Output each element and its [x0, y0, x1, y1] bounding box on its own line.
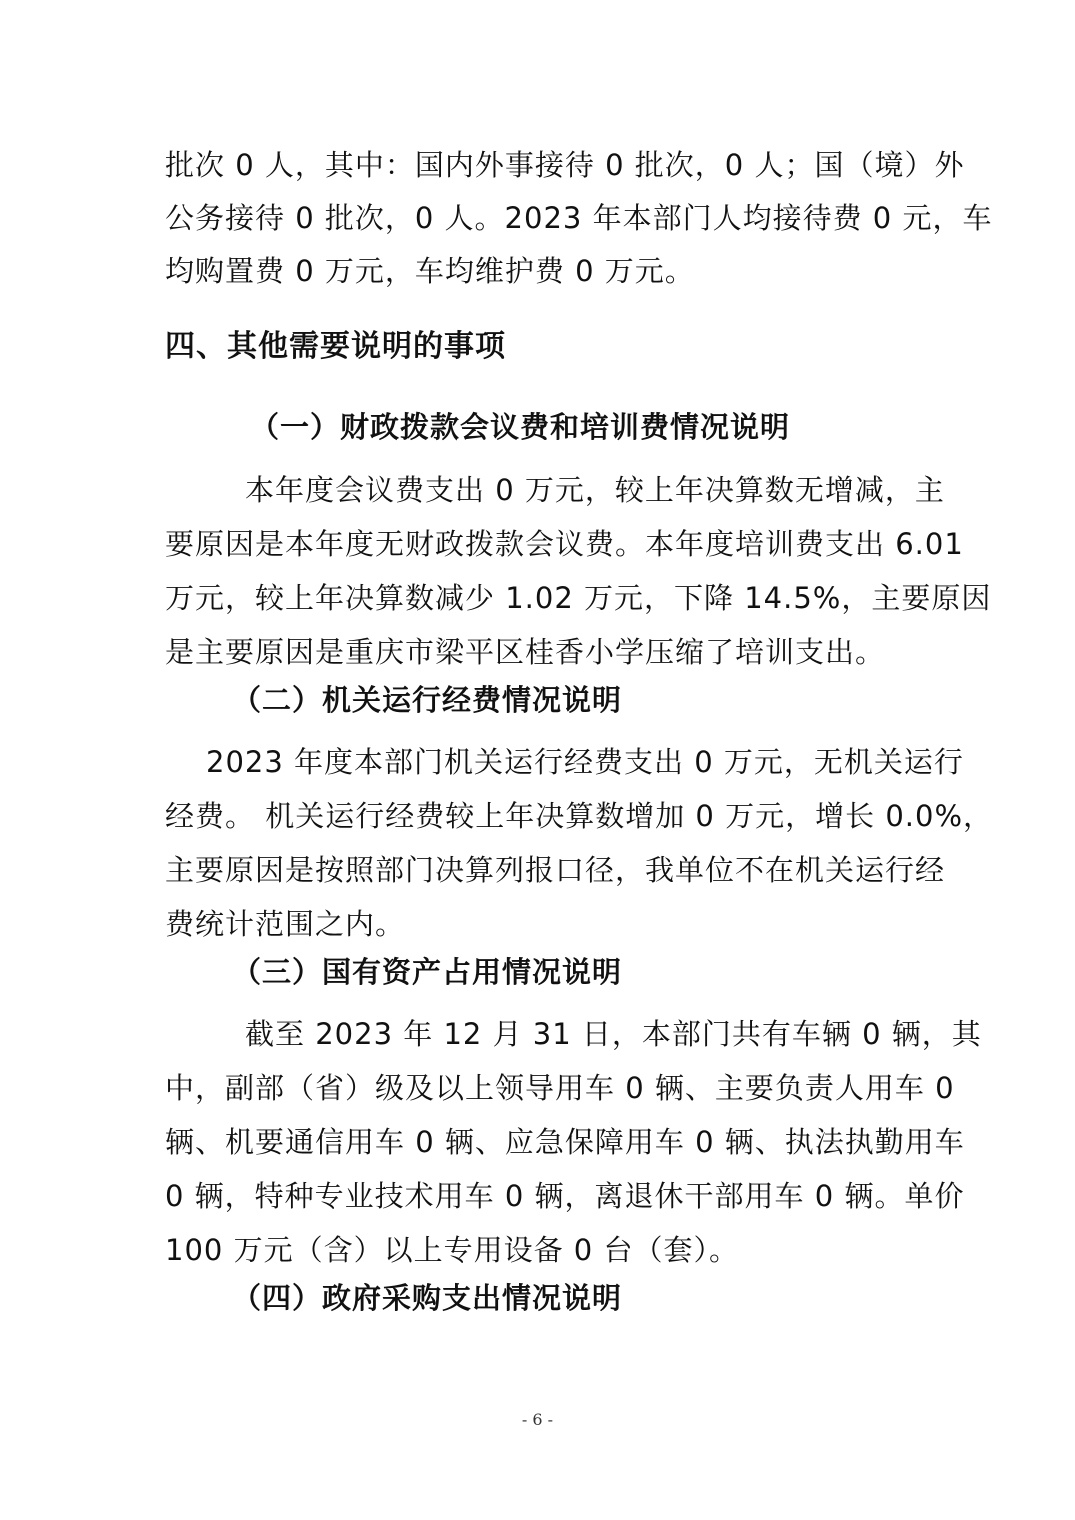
paragraph-line: 主要原因是按照部门决算列报口径，我单位不在机关运行经 — [165, 853, 946, 887]
paragraph-line: 批次 0 人，其中：国内外事接待 0 批次，0 人；国（境）外 — [165, 148, 965, 182]
section-heading: 四、其他需要说明的事项 — [165, 329, 506, 364]
paragraph-line: 均购置费 0 万元，车均维护费 0 万元。 — [165, 254, 695, 288]
paragraph-line: 100 万元（含）以上专用设备 0 台（套）。 — [165, 1233, 739, 1267]
page-number: - 6 - — [521, 1410, 554, 1429]
paragraph-line: 0 辆，特种专业技术用车 0 辆，离退休干部用车 0 辆。单价 — [165, 1179, 965, 1213]
paragraph-line: 费统计范围之内。 — [165, 907, 406, 941]
subsection-heading: （四）政府采购支出情况说明 — [232, 1281, 623, 1315]
paragraph-line: 经费。 机关运行经费较上年决算数增加 0 万元，增长 0.0%， — [165, 799, 994, 833]
paragraph-line: 万元，较上年决算数减少 1.02 万元，下降 14.5%，主要原因 — [165, 581, 992, 615]
paragraph-line: 公务接待 0 批次，0 人。2023 年本部门人均接待费 0 元，车 — [165, 201, 993, 235]
paragraph-line: 辆、机要通信用车 0 辆、应急保障用车 0 辆、执法执勤用车 — [165, 1125, 965, 1159]
paragraph-line: 是主要原因是重庆市梁平区桂香小学压缩了培训支出。 — [165, 635, 886, 669]
subsection-heading: （一）财政拨款会议费和培训费情况说明 — [250, 410, 791, 444]
subsection-heading: （三）国有资产占用情况说明 — [232, 955, 623, 989]
paragraph-line: 中，副部（省）级及以上领导用车 0 辆、主要负责人用车 0 — [165, 1071, 955, 1105]
paragraph-line: 截至 2023 年 12 月 31 日，本部门共有车辆 0 辆，其 — [245, 1017, 982, 1051]
paragraph-line: 要原因是本年度无财政拨款会议费。本年度培训费支出 6.01 — [165, 527, 964, 561]
paragraph-line: 2023 年度本部门机关运行经费支出 0 万元，无机关运行 — [206, 745, 964, 779]
subsection-heading: （二）机关运行经费情况说明 — [232, 683, 623, 717]
paragraph-line: 本年度会议费支出 0 万元，较上年决算数无增减，主 — [245, 473, 945, 507]
